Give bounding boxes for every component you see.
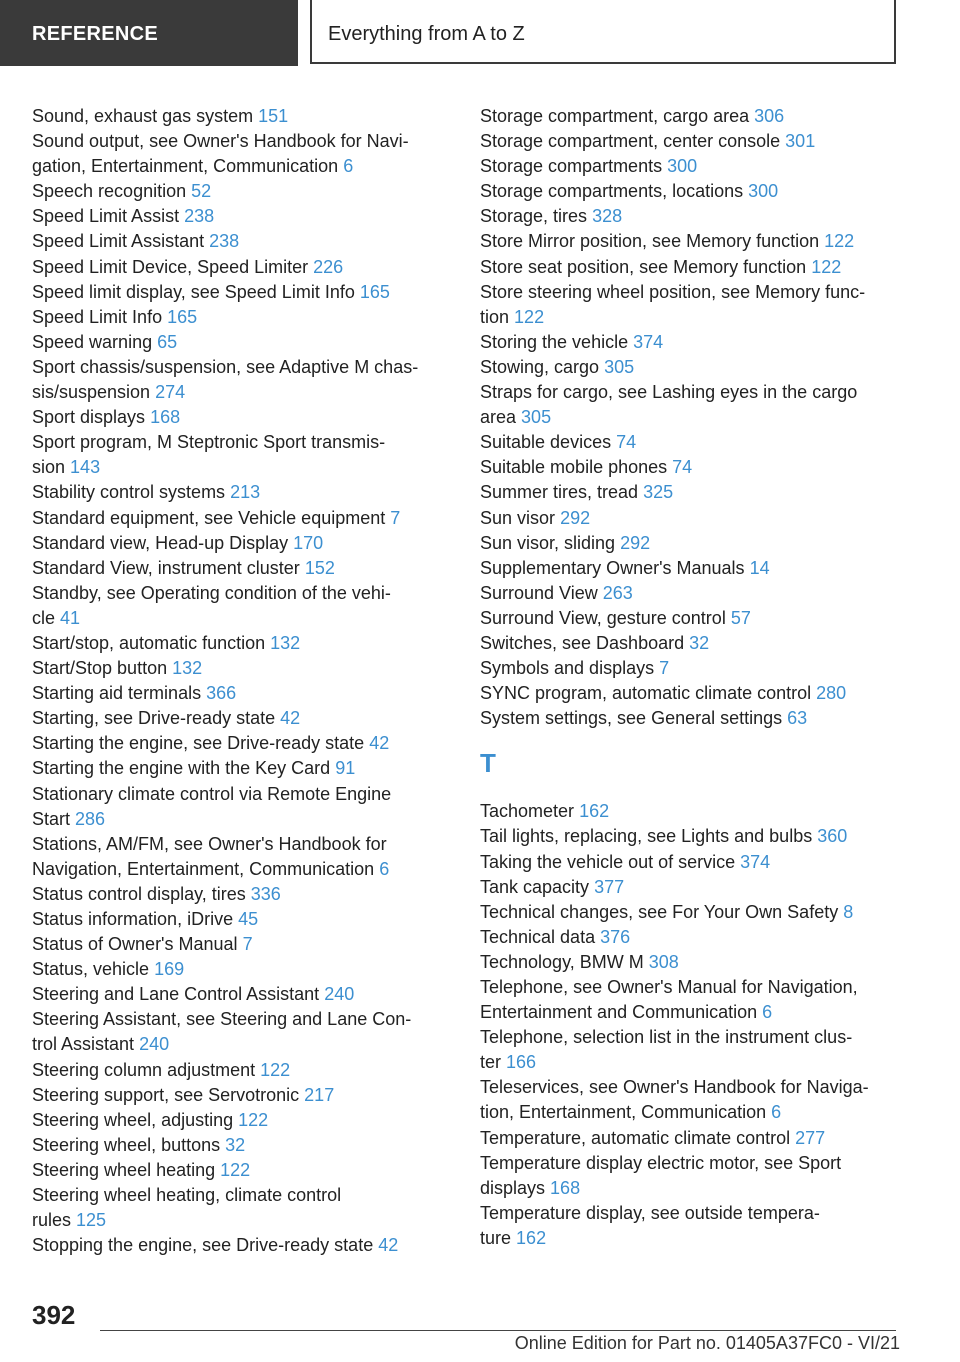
index-entry xyxy=(480,204,900,229)
entry-text: Straps for cargo, see Lashing eyes in the cargo xyxy=(480,382,858,403)
index-entry xyxy=(32,1058,452,1083)
index-entry-continued xyxy=(480,1176,900,1201)
entry-text: Status information, iDrive xyxy=(32,909,234,929)
page-reference[interactable]: 132 xyxy=(172,658,203,679)
entry-text: Start/Stop button xyxy=(32,658,168,679)
index-entry xyxy=(480,430,900,455)
footer-divider xyxy=(100,1330,896,1331)
index-entry xyxy=(32,330,452,355)
page-reference[interactable]: 217 xyxy=(304,1084,335,1105)
index-entry xyxy=(480,824,900,849)
entry-text: Sun visor xyxy=(480,507,556,528)
index-entry xyxy=(480,104,900,129)
page-reference[interactable]: 41 xyxy=(60,607,81,628)
index-column-left xyxy=(32,104,452,1258)
index-entry xyxy=(480,581,900,606)
index-entry xyxy=(32,1233,452,1258)
index-entry xyxy=(32,204,452,229)
page-reference[interactable]: 213 xyxy=(230,482,261,503)
index-entry xyxy=(32,782,452,807)
index-entry xyxy=(480,1151,900,1176)
entry-text: System settings, see General settings xyxy=(480,708,783,729)
page-reference[interactable]: 360 xyxy=(817,826,848,847)
page-reference[interactable]: 374 xyxy=(633,331,664,352)
entry-text: Storage compartments, locations xyxy=(480,181,744,202)
index-entry-continued xyxy=(480,1100,900,1125)
entry-text: Symbols and displays xyxy=(480,658,655,679)
page-reference[interactable]: 143 xyxy=(70,457,101,478)
index-entry xyxy=(32,531,452,556)
index-entry xyxy=(32,506,452,531)
index-entry xyxy=(32,1183,452,1208)
page-reference[interactable]: 280 xyxy=(816,683,847,704)
page-reference[interactable]: 168 xyxy=(550,1177,581,1198)
entry-text: Storage, tires xyxy=(480,206,588,227)
page-reference[interactable]: 63 xyxy=(787,708,808,729)
entry-text: Stability control systems xyxy=(32,482,226,503)
entry-text: Sport chassis/suspension, see Adaptive M chas- xyxy=(32,356,419,377)
index-entry xyxy=(480,606,900,631)
page-reference[interactable]: 42 xyxy=(369,733,390,754)
index-entry xyxy=(32,405,452,430)
entry-text: Supplementary Owner's Manuals xyxy=(480,557,745,578)
page-reference[interactable]: 274 xyxy=(155,382,186,403)
index-entry-continued xyxy=(32,1208,452,1233)
page-reference[interactable]: 6 xyxy=(771,1102,782,1123)
entry-text: sis/suspension xyxy=(32,382,151,403)
index-entry xyxy=(480,1201,900,1226)
entry-text: Speed Limit Device, Speed Limiter xyxy=(32,256,309,277)
page-reference[interactable]: 162 xyxy=(579,801,610,822)
page-reference[interactable]: 152 xyxy=(304,557,335,578)
index-entry xyxy=(32,631,452,656)
page-reference[interactable]: 306 xyxy=(754,106,785,126)
page-reference[interactable]: 6 xyxy=(379,858,390,879)
entry-text: Technical data xyxy=(480,926,596,947)
entry-text: Telephone, see Owner's Manual for Navigation, xyxy=(480,977,858,997)
page-reference[interactable]: 168 xyxy=(150,407,181,428)
page-reference[interactable]: 305 xyxy=(604,356,635,377)
entry-text: Surround View xyxy=(480,582,598,603)
entry-text: cle xyxy=(32,607,56,628)
entry-text: Stations, AM/FM, see Owner's Handbook for xyxy=(32,833,387,854)
entry-text: Teleservices, see Owner's Handbook for Naviga- xyxy=(480,1077,869,1098)
entry-text: Technical changes, see For Your Own Safety xyxy=(480,901,839,922)
entry-text: Store Mirror position, see Memory function xyxy=(480,231,820,252)
index-entry xyxy=(480,330,900,355)
entry-text: Surround View, gesture control xyxy=(480,607,726,628)
index-entry xyxy=(32,480,452,505)
footer-edition: Online Edition for Part no. 01405A37FC0 - VI/21 xyxy=(514,1333,900,1353)
page-reference[interactable]: 374 xyxy=(740,851,771,872)
entry-text: Storage compartment, center console xyxy=(480,131,781,152)
page-reference[interactable]: 226 xyxy=(313,256,344,277)
entry-text: Speed Limit Assistant xyxy=(32,231,205,252)
index-entry-continued xyxy=(32,807,452,832)
entry-text: Summer tires, tread xyxy=(480,482,639,503)
page-reference[interactable]: 305 xyxy=(521,407,552,428)
index-entry xyxy=(480,875,900,900)
index-entry-continued xyxy=(480,1050,900,1075)
index-entry xyxy=(480,1075,900,1100)
page-reference[interactable]: 122 xyxy=(811,256,842,277)
page-reference[interactable]: 7 xyxy=(659,658,670,679)
index-entry xyxy=(480,1025,900,1050)
entry-text: Entertainment and Communication xyxy=(480,1002,758,1023)
index-entry xyxy=(32,129,452,154)
index-entry xyxy=(32,681,452,706)
page-reference[interactable]: 122 xyxy=(238,1109,269,1130)
page-reference[interactable]: 165 xyxy=(359,281,390,302)
page-reference[interactable]: 286 xyxy=(75,808,106,829)
entry-text: sion xyxy=(32,457,66,478)
entry-text: ture xyxy=(480,1227,512,1248)
entry-text: Steering wheel, adjusting xyxy=(32,1109,234,1130)
page-reference[interactable]: 240 xyxy=(139,1034,170,1055)
index-entry xyxy=(32,556,452,581)
page-reference[interactable]: 300 xyxy=(748,181,779,202)
page-reference[interactable]: 300 xyxy=(667,156,698,177)
page-reference[interactable]: 8 xyxy=(843,901,854,922)
entry-text: trol Assistant xyxy=(32,1034,135,1055)
entry-text: Steering wheel heating xyxy=(32,1159,216,1180)
index-entry xyxy=(480,380,900,405)
index-entry xyxy=(32,932,452,957)
index-entry xyxy=(480,975,900,1000)
entry-text: Store steering wheel position, see Memory func- xyxy=(480,281,866,302)
entry-text: Sound, exhaust gas system xyxy=(32,106,254,126)
entry-text: Temperature, automatic climate control xyxy=(480,1127,791,1148)
index-entry xyxy=(480,799,900,824)
page-reference[interactable]: 308 xyxy=(648,951,679,972)
page-reference[interactable]: 132 xyxy=(270,632,301,653)
entry-text: Technology, BMW M xyxy=(480,951,644,972)
entry-text: tion xyxy=(480,306,510,327)
page-reference[interactable]: 52 xyxy=(191,181,212,202)
section-label: REFERENCE xyxy=(0,0,298,66)
page-reference[interactable]: 376 xyxy=(600,926,631,947)
index-entry xyxy=(480,179,900,204)
entry-text: Stopping the engine, see Drive-ready state xyxy=(32,1235,374,1256)
index-entry-continued xyxy=(480,305,900,330)
page-reference[interactable]: 91 xyxy=(335,758,356,779)
entry-text: Speed Limit Info xyxy=(32,306,163,327)
page-reference[interactable]: 166 xyxy=(506,1052,537,1073)
index-entry xyxy=(480,900,900,925)
entry-text: Temperature display electric motor, see Sport xyxy=(480,1152,842,1173)
entry-text: ter xyxy=(480,1052,502,1073)
entry-text: Start xyxy=(32,808,71,829)
entry-text: gation, Entertainment, Communication xyxy=(32,156,339,177)
page-reference[interactable]: 122 xyxy=(514,306,545,327)
page-header xyxy=(0,0,960,66)
page-reference[interactable]: 122 xyxy=(260,1059,291,1080)
index-entry xyxy=(32,731,452,756)
entry-text: Switches, see Dashboard xyxy=(480,632,685,653)
page-reference[interactable]: 328 xyxy=(592,206,623,227)
entry-text: Standard equipment, see Vehicle equipment xyxy=(32,507,386,528)
entry-text: Speed Limit Assist xyxy=(32,206,180,227)
index-entry xyxy=(32,229,452,254)
index-entry-continued xyxy=(480,405,900,430)
entry-text: Standard View, instrument cluster xyxy=(32,557,300,578)
page-reference[interactable]: 170 xyxy=(293,532,324,553)
page-reference[interactable]: 42 xyxy=(378,1235,399,1256)
index-entry-continued xyxy=(32,455,452,480)
page-reference[interactable]: 162 xyxy=(516,1227,547,1248)
page-reference[interactable]: 169 xyxy=(154,959,185,980)
page-reference[interactable]: 277 xyxy=(795,1127,826,1148)
index-entry xyxy=(480,255,900,280)
entry-text: Status control display, tires xyxy=(32,883,246,904)
entry-text: Taking the vehicle out of service xyxy=(480,851,736,872)
entry-text: Sport displays xyxy=(32,407,146,428)
index-entry xyxy=(32,957,452,982)
entry-text: Navigation, Entertainment, Communication xyxy=(32,858,375,879)
index-entry xyxy=(32,430,452,455)
index-entry xyxy=(32,882,452,907)
index-entry-continued xyxy=(32,606,452,631)
entry-text: Starting, see Drive-ready state xyxy=(32,708,276,729)
page-reference[interactable]: 74 xyxy=(672,457,693,478)
index-letter-heading: T xyxy=(480,748,496,779)
page-reference[interactable]: 32 xyxy=(689,632,710,653)
entry-text: SYNC program, automatic climate control xyxy=(480,683,812,704)
index-entry xyxy=(480,850,900,875)
page-reference[interactable]: 336 xyxy=(250,883,281,904)
index-entry xyxy=(32,104,452,129)
entry-text: Tail lights, replacing, see Lights and bulbs xyxy=(480,826,813,847)
index-entry xyxy=(480,531,900,556)
page-reference[interactable]: 263 xyxy=(602,582,633,603)
index-entry xyxy=(32,907,452,932)
entry-text: Sound output, see Owner's Handbook for Navi- xyxy=(32,131,409,152)
page-reference[interactable]: 377 xyxy=(594,876,625,897)
entry-text: Stowing, cargo xyxy=(480,356,600,377)
index-entry-continued xyxy=(480,1226,900,1251)
index-entry xyxy=(32,280,452,305)
index-entry xyxy=(480,706,900,731)
page-reference[interactable]: 122 xyxy=(220,1159,251,1180)
index-entry xyxy=(32,1158,452,1183)
index-entry xyxy=(32,1133,452,1158)
index-entry xyxy=(480,656,900,681)
entry-text: Status, vehicle xyxy=(32,959,150,980)
entry-text: Storage compartment, cargo area xyxy=(480,106,750,126)
page-number: 392 xyxy=(32,1300,76,1330)
index-entry xyxy=(480,129,900,154)
index-entry xyxy=(32,706,452,731)
index-entry xyxy=(32,656,452,681)
entry-text: Starting the engine, see Drive-ready state xyxy=(32,733,365,754)
entry-text: Speed limit display, see Speed Limit Info xyxy=(32,281,355,302)
index-entry xyxy=(32,756,452,781)
page-reference[interactable]: 301 xyxy=(785,131,816,152)
entry-text: Stationary climate control via Remote Engine xyxy=(32,783,392,804)
page-reference[interactable]: 151 xyxy=(258,106,289,126)
entry-text: Store seat position, see Memory function xyxy=(480,256,807,277)
index-entry xyxy=(32,305,452,330)
entry-text: Storing the vehicle xyxy=(480,331,629,352)
entry-text: Storage compartments xyxy=(480,156,663,177)
index-entry-continued xyxy=(32,154,452,179)
index-entry xyxy=(480,506,900,531)
index-entry xyxy=(32,355,452,380)
entry-text: area xyxy=(480,407,517,428)
index-entry-continued xyxy=(32,380,452,405)
index-group-s-continued xyxy=(480,104,900,731)
page-reference[interactable]: 32 xyxy=(225,1134,246,1155)
index-group-t xyxy=(480,799,900,1251)
entry-text: Steering column adjustment xyxy=(32,1059,256,1080)
page-reference[interactable]: 292 xyxy=(620,532,651,553)
entry-text: Start/stop, automatic function xyxy=(32,632,266,653)
index-entry xyxy=(480,556,900,581)
index-entry xyxy=(32,1083,452,1108)
index-entry xyxy=(32,581,452,606)
entry-text: Steering wheel heating, climate control xyxy=(32,1185,342,1206)
entry-text: Steering and Lane Control Assistant xyxy=(32,984,320,1005)
index-entry xyxy=(480,925,900,950)
entry-text: Suitable devices xyxy=(480,432,612,453)
entry-text: Standard view, Head-up Display xyxy=(32,532,289,553)
index-entry-continued xyxy=(32,1032,452,1057)
index-entry xyxy=(32,832,452,857)
page-reference[interactable]: 292 xyxy=(560,507,591,528)
entry-text: Starting the engine with the Key Card xyxy=(32,758,331,779)
index-entry xyxy=(32,255,452,280)
page-reference[interactable]: 74 xyxy=(616,432,637,453)
index-entry-continued xyxy=(480,1000,900,1025)
page-reference[interactable]: 7 xyxy=(242,934,253,955)
page-reference[interactable]: 57 xyxy=(730,607,751,628)
page-reference[interactable]: 65 xyxy=(157,331,178,352)
index-entry xyxy=(480,455,900,480)
index-entry xyxy=(480,229,900,254)
entry-text: Steering wheel, buttons xyxy=(32,1134,221,1155)
page-reference[interactable]: 325 xyxy=(643,482,674,503)
page-reference[interactable]: 238 xyxy=(184,206,215,227)
entry-text: Tank capacity xyxy=(480,876,590,897)
entry-text: Status of Owner's Manual xyxy=(32,934,238,955)
index-entry xyxy=(480,480,900,505)
index-entry xyxy=(480,154,900,179)
index-entry-continued xyxy=(32,857,452,882)
index-entry xyxy=(32,1007,452,1032)
entry-text: Steering support, see Servotronic xyxy=(32,1084,300,1105)
page-reference[interactable]: 14 xyxy=(749,557,770,578)
page-reference[interactable]: 6 xyxy=(762,1002,773,1023)
index-column-right xyxy=(480,104,900,1251)
entry-text: tion, Entertainment, Communication xyxy=(480,1102,767,1123)
page-reference[interactable]: 240 xyxy=(324,984,355,1005)
entry-text: Sport program, M Steptronic Sport transmis- xyxy=(32,432,386,453)
entry-text: Steering Assistant, see Steering and Lane Con- xyxy=(32,1009,412,1030)
page-reference[interactable]: 366 xyxy=(206,683,237,704)
index-entry xyxy=(480,681,900,706)
index-entry xyxy=(480,631,900,656)
entry-text: Suitable mobile phones xyxy=(480,457,668,478)
page-reference[interactable]: 6 xyxy=(343,156,354,177)
index-entry xyxy=(480,1126,900,1151)
index-entry xyxy=(480,355,900,380)
entry-text: Tachometer xyxy=(480,801,575,822)
page-reference[interactable]: 45 xyxy=(238,909,259,929)
index-entry xyxy=(480,950,900,975)
entry-text: Starting aid terminals xyxy=(32,683,202,704)
entry-text: Speech recognition xyxy=(32,181,187,202)
entry-text: Speed warning xyxy=(32,331,153,352)
page-reference[interactable]: 165 xyxy=(167,306,198,327)
page-reference[interactable]: 122 xyxy=(824,231,855,252)
page-reference[interactable]: 125 xyxy=(76,1210,107,1231)
index-entry xyxy=(32,1108,452,1133)
index-entry xyxy=(32,179,452,204)
entry-text: Sun visor, sliding xyxy=(480,532,616,553)
entry-text: displays xyxy=(480,1177,546,1198)
page-reference[interactable]: 42 xyxy=(280,708,301,729)
entry-text: Telephone, selection list in the instrument clus- xyxy=(480,1027,853,1048)
index-entry xyxy=(32,982,452,1007)
page-reference[interactable]: 238 xyxy=(209,231,240,252)
entry-text: rules xyxy=(32,1210,72,1231)
page-reference[interactable]: 7 xyxy=(390,507,401,528)
index-entry xyxy=(480,280,900,305)
entry-text: Temperature display, see outside tempera- xyxy=(480,1202,820,1223)
header-title: Everything from A to Z xyxy=(310,0,896,64)
entry-text: Standby, see Operating condition of the vehi- xyxy=(32,582,391,603)
